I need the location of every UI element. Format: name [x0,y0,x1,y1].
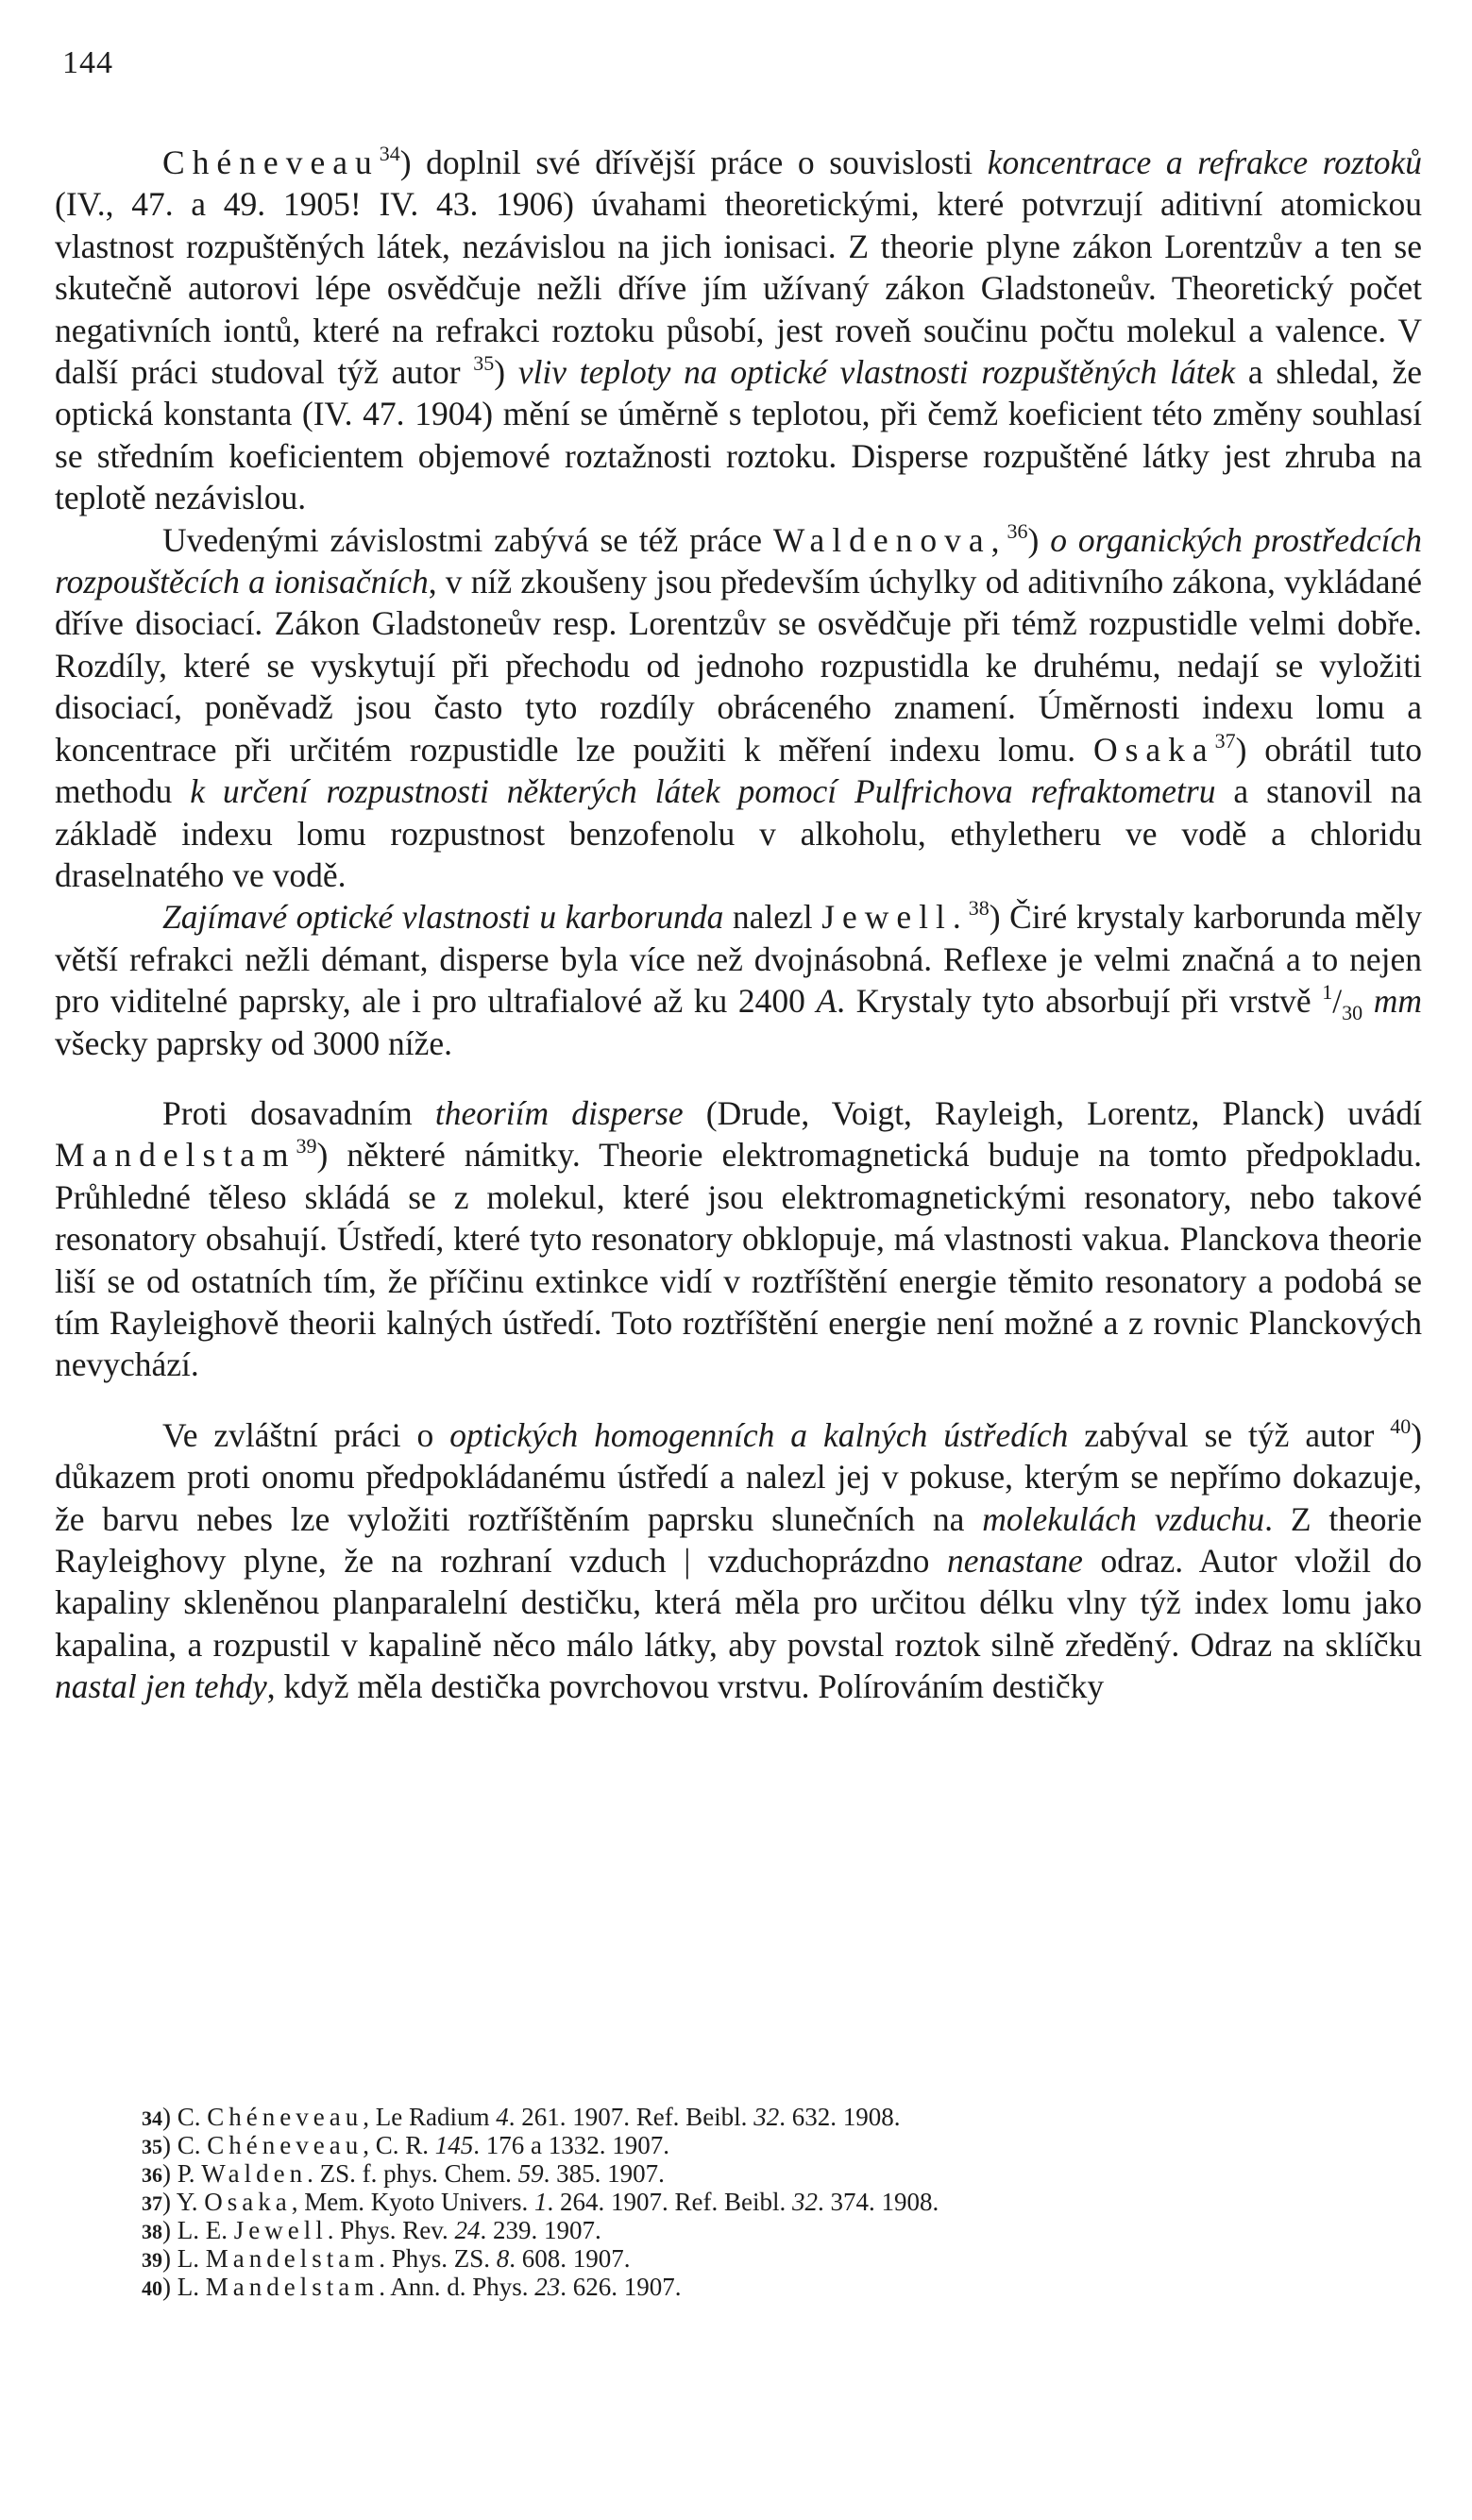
footnote-ref: 36 [1007,518,1028,543]
author-name: Walden [201,2159,308,2188]
paragraph [55,1092,1422,1386]
text-run: . Z theorie Rayleighovy plyne, že na rozhraní vzduch | vzduchoprázdno [55,1499,1422,1580]
footnote-mark: 36 [142,2163,162,2187]
text-run: . 264. 1907. Ref. Beibl. [547,2188,792,2216]
author-name: Chéneveau [207,2103,364,2131]
spaced-name: Waldenova, [772,520,1007,559]
author-initials: L. E. [177,2216,228,2244]
footnote-ref: 35 [473,351,495,376]
italic-text: theoriím disperse [434,1093,684,1132]
text-run: 30 [1342,1001,1363,1025]
body-text [55,142,1422,1708]
spaced-name: Jewell. [821,898,969,937]
text-run: , Le Radium [363,2103,497,2131]
text-run: ) [1027,520,1051,559]
footnote-mark: 38 [142,2220,162,2243]
text-run: ) doplnil své dřívější práce o souvislosti [399,144,988,181]
author-initials: P. [177,2159,195,2188]
text-run: . 385. 1907. [543,2159,665,2188]
text-run: a shledal, že optická konstanta (IV. 47. 1904) mění se úměrně s teplotou, při čemž koeficient této změny souhlasí se středním koeficientem objemové roztažnosti roztoku. Disperse rozpuštěné látky jest zhruba na teplotě nezávislou. [55,353,1422,517]
italic-text: nastal jen tehdy [55,1667,267,1706]
italic-text: 32 [753,2103,780,2131]
footnote-ref: 40 [1390,1413,1412,1438]
footnote-mark: 40 [142,2276,162,2300]
author-initials: C. [177,2103,201,2131]
italic-text: 1 [534,2188,548,2216]
page-number: 144 [62,45,113,80]
author-initials: C. [177,2131,201,2159]
footnote-mark: 39 [142,2248,162,2272]
footnote-ref: 1 [1322,980,1333,1005]
footnote-mark: 37 [142,2191,162,2215]
footnote: 36) P. Walden. ZS. f. phys. Chem. 59. 385. 1907. [142,2159,665,2188]
author-name: Mandelstam [205,2244,380,2273]
text-run: , když měla destička povrchovou vrstvu. Polírováním destičky [266,1667,1105,1706]
italic-text: mm [1373,982,1422,1021]
italic-text: vliv teploty na optické vlastnosti rozpuštěných látek [517,353,1236,392]
text-run: (Drude, Voigt, Rayleigh, Lorentz, Planck) uvádí [683,1093,1422,1132]
italic-text: koncentrace a refrakce roztoků [987,144,1422,181]
text-run: . 176 a 1332. 1907. [473,2131,669,2159]
spaced-name: Mandelstam [55,1136,296,1175]
text-run: . 261. 1907. Ref. Beibl. [508,2103,754,2131]
footnote-mark: 35 [142,2135,162,2158]
author-initials: Y. [176,2188,198,2216]
text-run: ) důkazem proti onomu předpokládanému ústředí a nalezl jej v pokuse, kterým se nepřímo dokazuje, že barvu nebes lze vyložiti roztříštěním paprsku slunečních na [55,1415,1423,1538]
footnote: 38) L. E. Jewell. Phys. Rev. 24. 239. 1907. [142,2216,601,2244]
text-run: . 374. 1908. [817,2188,939,2216]
text-run: . 608. 1907. [509,2244,631,2273]
text-run: , C. R. [363,2131,435,2159]
text-run [1362,982,1374,1020]
italic-text: molekulách vzduchu [982,1499,1265,1538]
footnote: 37) Y. Osaka, Mem. Kyoto Univers. 1. 264. 1907. Ref. Beibl. 32. 374. 1908. [142,2188,939,2216]
italic-text: 24 [454,2216,481,2244]
spaced-name: Osaka [1092,730,1215,769]
footnote: 40) L. Mandelstam. Ann. d. Phys. 23. 626. 1907. [142,2273,682,2301]
text-run: . Ann. d. Phys. [379,2273,535,2301]
text-run: Ve zvláštní práci o [162,1415,450,1454]
footnote-mark: 34 [142,2106,162,2130]
text-run: (IV., 47. a 49. 1905! IV. 43. 1906) úvahami theoretickými, které potvrzují aditivní atomickou vlastnost rozpuštěných látek, nezávislou na jich ionisaci. Z theorie plyne zákon Lorentzův a ten se skutečně autorovi lépe osvědčuje nežli dříve jím užívaný zákon Gladstoneův. Theoretický počet negativních iontů, které na refrakci roztoku působí, jest roveň součinu počtu molekul a valence. V další práci studoval týž autor [55,185,1422,392]
footnote-ref: 39 [296,1134,317,1159]
author-name: Mandelstam [205,2273,380,2301]
italic-text: A [816,982,838,1021]
footnote: 35) C. Chéneveau, C. R. 145. 176 a 1332. 1907. [142,2131,669,2159]
italic-text: 8 [496,2244,510,2273]
author-initials: L. [177,2273,199,2301]
text-run: . Krystaly tyto absorbují při vrstvě [837,982,1323,1021]
text-run: , v níž zkoušeny jsou především úchylky od aditivního zákona, vykládané dříve disociací. Zákon Gladstoneův resp. Lorentzův se osvědčuje při témž rozpustidle velmi dobře. Rozdíly, které se vyskytují při přechodu od jednoho rozpustidla ke druhému, nedají se vyložiti disociací, poněvadž jsou často tyto rozdíly obráceného znamení. Úměrnosti indexu lomu a koncentrace při určitém rozpustidle lze použiti k měření indexu lomu. [55,563,1422,769]
italic-text: nenastane [946,1542,1083,1580]
footnote: 34) C. Chéneveau, Le Radium 4. 261. 1907. Ref. Beibl. 32. 632. 1908. [142,2103,901,2131]
italic-text: 59 [517,2159,544,2188]
text-run: ) některé námitky. Theorie elektromagnetická buduje na tomto předpokladu. Průhledné těleso skládá se z molekul, které jsou elektromagnetickými resonatory, nebo takové resonatory obsahují. Ústředí, které tyto resonatory obklopuje, má vlastnosti vakua. Planckova theorie liší se od ostatních tím, že příčinu extinkce vidí v roztříštění energie těmito resonatory a podobá se tím Rayleighově theorii kalných ústředí. Toto roztříštění energie není možné a z rovnic Planckových nevychází. [55,1136,1422,1384]
paragraph [55,519,1422,897]
footnote-ref: 34 [379,142,400,165]
paragraph [55,1414,1422,1708]
text-run: . Phys. ZS. [379,2244,497,2273]
paragraph [55,896,1422,1064]
author-name: Osaka [204,2188,292,2216]
author-initials: L. [177,2244,199,2273]
italic-text: 145 [434,2131,474,2159]
text-run: . 626. 1907. [560,2273,682,2301]
paragraph [55,142,1422,519]
text-run: a stanovil na základě indexu lomu rozpustnost benzofenolu v alkoholu, ethyletheru ve vodě a chloridu draselnatého ve vodě. [55,772,1422,894]
spaced-name: Chéneveau [162,144,380,181]
text-run: . ZS. f. phys. Chem. [307,2159,518,2188]
author-name: Chéneveau [207,2131,364,2159]
text-run: ) [494,353,518,392]
text-run: Uvedenými závislostmi zabývá se též práce [162,520,773,559]
text-run: nalezl [723,898,822,937]
text-run: . 239. 1907. [480,2216,601,2244]
text-run: , Mem. Kyoto Univers. [291,2188,534,2216]
author-name: Jewell [233,2216,328,2244]
text-run: . Phys. Rev. [327,2216,455,2244]
italic-text: 4 [496,2103,509,2131]
italic-text: o organických prostředcích rozpouštěcích a ionisačních [55,520,1423,601]
italic-text: Zajímavé optické vlastnosti u karborunda [162,898,724,937]
italic-text: 32 [791,2188,818,2216]
text-run: ) Čiré krystaly karborunda měly větší refrakci nežli démant, disperse byla více než dvojnásobná. Reflexe je velmi značná a to nejen pro viditelné paprsky, ale i pro ultrafialové až ku 2400 [55,898,1422,1021]
italic-text: 23 [534,2273,561,2301]
text-run: Proti dosavadním [162,1093,435,1132]
text-run: ) obrátil tuto methodu [55,730,1422,811]
footnotes [142,2104,1407,2302]
text-run: odraz. Autor vložil do kapaliny skleněnou planparalelní destičku, která měla pro určitou délku vlny týž index lomu jako kapalina, a rozpustil v kapalině něco málo látky, aby povstal roztok silně zředěný. Odraz na sklíčku [55,1542,1423,1664]
text-run: / [1332,982,1343,1021]
footnote-ref: 38 [968,896,990,921]
footnote: 39) L. Mandelstam. Phys. ZS. 8. 608. 1907. [142,2244,631,2273]
italic-text: optických homogenních a kalných ústředích [449,1415,1069,1454]
text-run: všecky paprsky od 3000 níže. [55,1023,452,1062]
text-run: zabýval se týž autor [1068,1415,1391,1454]
footnote-ref: 37 [1214,728,1236,753]
italic-text: k určení rozpustnosti některých látek pomocí Pulfrichova refraktometru [190,772,1216,811]
text-run: . 632. 1908. [779,2103,901,2131]
